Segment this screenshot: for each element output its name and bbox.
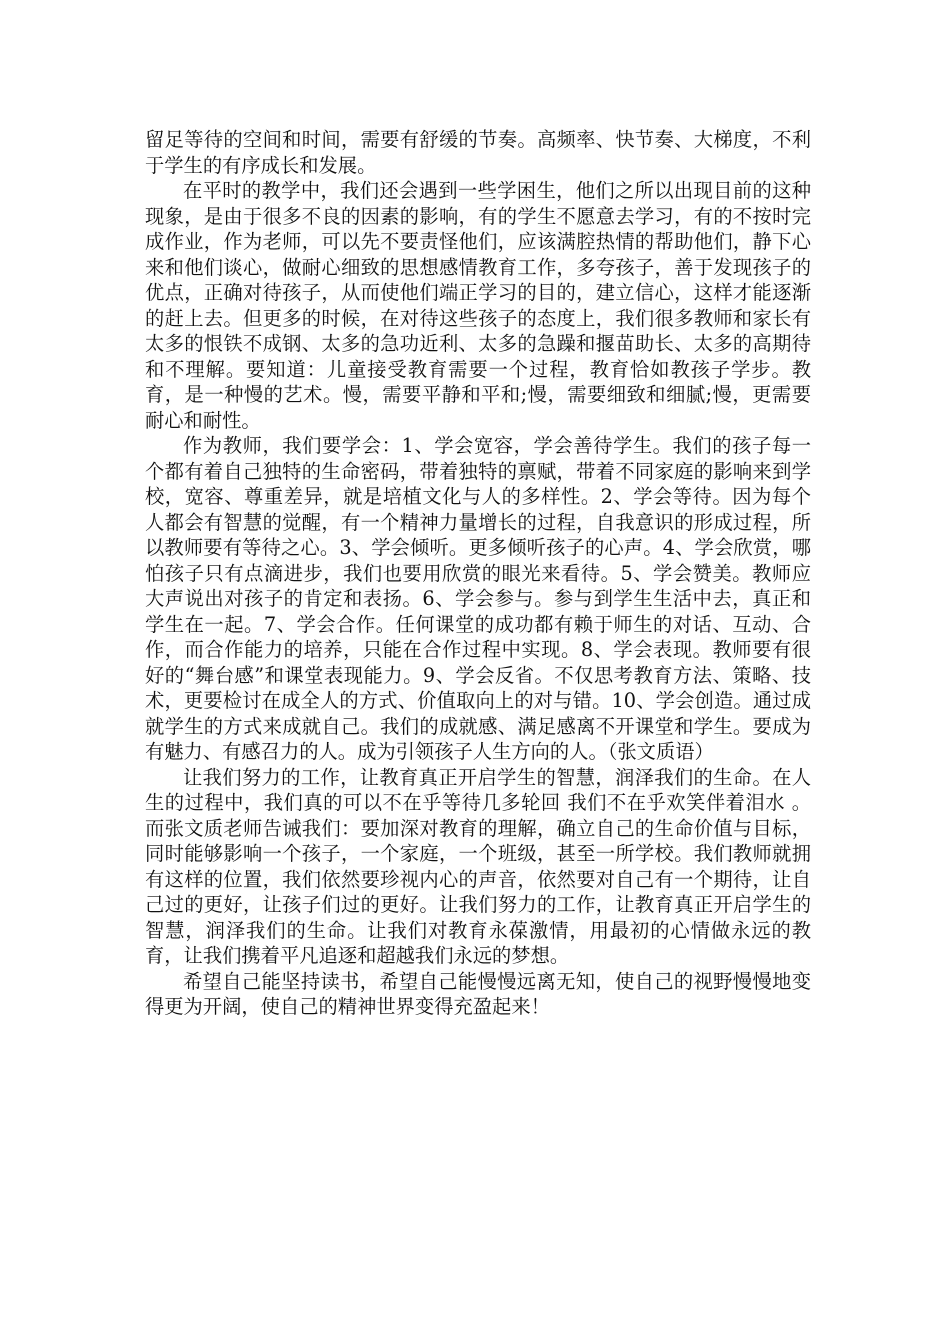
paragraph-hope-reading: 希望自己能坚持读书，希望自己能慢慢远离无知，使自己的视野慢慢地变得更为开阔，使自己的精神世界变得充盈起来！ (145, 969, 811, 1018)
paragraph-continuation: 留足等待的空间和时间，需要有舒缓的节奏。高频率、快节奏、大梯度，不利于学生的有序成长和发展。 (145, 128, 811, 177)
document-body (145, 127, 811, 1020)
paragraph-struggling-students: 在平时的教学中，我们还会遇到一些学困生，他们之所以出现目前的这种现象，是由于很多不良的因素的影响，有的学生不愿意去学习，有的不按时完成作业，作为老师，可以先不要责怪他们，应该满腔热情的帮助他们，静下心来和他们谈心，做耐心细致的思想感情教育工作，多夸孩子，善于发现孩子的优点，正确对待孩子，从而使他们端正学习的目的，建立信心，这样才能逐渐的赶上去。但更多的时候，在对待这些孩子的态度上，我们很多教师和家长有太多的恨铁不成钢、太多的急功近利、太多的急躁和揠苗助长、太多的高期待和不理解。要知道：儿童接受教育需要一个过程，教育恰如教孩子学步。教育，是一种慢的艺术。慢，需要平静和平和;慢，需要细致和细腻;慢，更需要耐心和耐性。 (145, 179, 811, 432)
paragraph-work-hard: 让我们努力的工作，让教育真正开启学生的智慧，润泽我们的生命。在人生的过程中，我们真的可以不在乎等待几多轮回 我们不在乎欢笑伴着泪水 。而张文质老师告诫我们：要加深对教育的理解，确立自己的生命价值与目标，同时能够影响一个孩子，一个家庭，一个班级，甚至一所学校。我们教师就拥有这样的位置，我们依然要珍视内心的声音，依然要对自己有一个期待，让自己过的更好，让孩子们过的更好。让我们努力的工作，让教育真正开启学生的智慧，润泽我们的生命。让我们对教育永葆激情，用最初的心情做永远的教育，让我们携着平凡追逐和超越我们永远的梦想。 (145, 765, 811, 967)
paragraph-teacher-skills: 作为教师，我们要学会：1、学会宽容，学会善待学生。我们的孩子每一个都有着自己独特的生命密码，带着独特的禀赋，带着不同家庭的影响来到学校，宽容、尊重差异，就是培植文化与人的多样性。2、学会等待。因为每个人都会有智慧的觉醒，有一个精神力量增长的过程，自我意识的形成过程，所以教师要有等待之心。3、学会倾听。更多倾听孩子的心声。4、学会欣赏，哪怕孩子只有点滴进步，我们也要用欣赏的眼光来看待。5、学会赞美。教师应大声说出对孩子的肯定和表扬。6、学会参与。参与到学生生活中去，真正和学生在一起。7、学会合作。任何课堂的成功都有赖于师生的对话、互动、合作，而合作能力的培养，只能在合作过程中实现。8、学会表现。教师要有很好的“舞台感”和课堂表现能力。9、学会反省。不仅思考教育方法、策略、技术，更要检讨在成全人的方式、价值取向上的对与错。10、学会创造。通过成就学生的方式来成就自己。我们的成就感、满足感离不开课堂和学生。要成为有魅力、有感召力的人。成为引领孩子人生方向的人。（张文质语） (145, 434, 811, 763)
